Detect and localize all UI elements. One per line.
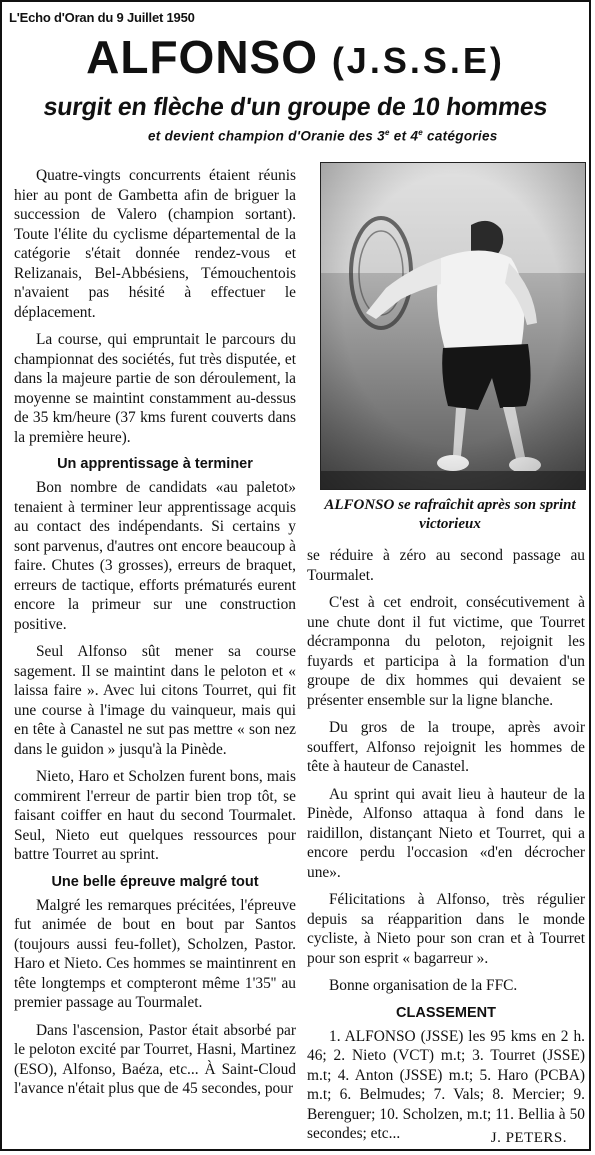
headline-name: ALFONSO [86, 31, 319, 83]
paragraph: Du gros de la troupe, après avoir souffert, Alfonso rejoignit les hommes de tête à hauteur de Canastel. [307, 719, 585, 775]
paragraph: Félicitations à Alfonso, très régulier depuis sa réapparition dans le monde cycliste, à Nieto pour son cran et à Tourret pour son esprit « bagarreur ». [307, 891, 585, 967]
deck-text-2: et 4 [389, 128, 419, 144]
paragraph: Bonne organisation de la FFC. [329, 977, 518, 994]
article-column-left [14, 166, 296, 1107]
paragraph: Dans l'ascension, Pastor était absorbé par le peloton excité par Tourret, Hasni, Martinez (ESO), Alfonso, Baéza, etc... À Saint-Cloud l'avance n'était plus que de 45 secondes, pour [14, 1021, 296, 1097]
cyclist-photo-image [321, 163, 585, 489]
paragraph: se réduire à zéro au second passage au Tourmalet. [307, 547, 585, 584]
results-list: 1. ALFONSO (JSSE) les 95 kms en 2 h. 46; 2. Nieto (VCT) m.t; 3. Tourret (JSSE) m.t; 4. Anton (JSSE) m.t; 5. Haro (PCBA) m.t; 6. Belmudes; 7. Vals; 8. Mercier; 9. Berenguer; 10. Scholzen, m.t; 11. Bellia à 50 secondes; etc... [307, 1027, 585, 1142]
headline [2, 32, 589, 86]
source-line: L'Echo d'Oran du 9 Juillet 1950 [9, 10, 195, 25]
section-heading: Une belle épreuve malgré tout [51, 873, 259, 890]
paragraph: Au sprint qui avait lieu à hauteur de la Pinède, Alfonso attaqua à fond dans le raidillon, distançant Nieto et Tourret, qui a encore perdu l'occasion «d'en décrocher une». [307, 785, 585, 881]
photo-caption: ALFONSO se rafraîchit après son sprint victorieux [324, 497, 576, 532]
article-column-right [307, 546, 585, 1152]
deck [148, 128, 498, 144]
cyclist-photo [320, 162, 586, 490]
paragraph: C'est à cet endroit, consécutivement à une chute dont il fut victime, que Tourret décramponna du peloton, rejoignit les fuyards et participa à la formation d'un groupe de dix hommes qui devaient se présenter ensemble sur la ligne blanche. [307, 594, 585, 709]
paragraph: Nieto, Haro et Scholzen furent bons, mais commirent l'erreur de partir bien trop tôt, se faisant coiffer en haut du second Tourmalet. Seul, Nieto eut quelques ressources pour battre Tourret au sprint. [14, 768, 296, 863]
paragraph: Bon nombre de candidats «au paletot» tenaient à terminer leur apprentissage acquis au contact des indépendants. Si certains y sont parvenus, d'autres ont encore beaucoup à faire. Chutes (3 grosses), erreurs de braquet, erreurs de tactique, efforts prématurés eurent encore la primeur sur une construction positive. [14, 479, 296, 633]
deck-sup-2: e [418, 128, 423, 137]
subheadline: surgit en flèche d'un groupe de 10 hommes [41, 93, 550, 121]
deck-text-3: catégories [423, 128, 498, 144]
deck-sup-1: e [384, 128, 390, 137]
paragraph: La course, qui empruntait le parcours du championnat des sociétés, fut très disputée, et dans la majeure partie de son déroulement, la moyenne se maintint constamment au-dessus de 35 km/heure (37 kms furent couverts dans la première heure). [14, 331, 296, 446]
author-signature: J. PETERS. [490, 1130, 567, 1146]
section-heading: Un apprentissage à terminer [57, 456, 253, 472]
section-heading: CLASSEMENT [396, 1004, 496, 1021]
paragraph: Quatre-vingts concurrents étaient réunis hier au pont de Gambetta afin de briguer la succession de Valero (champion sortant). Toute l'élite du cyclisme départemental de la catégorie s'était donnée rendez-vous et Relizanais, Bel-Abbésiens, Témouchentois n'avaient pas hésité à effectuer le déplacement. [14, 167, 296, 321]
paragraph: Malgré les remarques précitées, l'épreuve fut animée de bout en bout par Santos (toujours aussi feu-follet), Scholzen, Pastor. Haro et Nieto. Ces hommes se maintinrent en tête longtemps et compteront même 1'35'' au premier passage au Tourmalet. [14, 896, 296, 1011]
paragraph: Seul Alfonso sût mener sa course sagement. Il se maintint dans le peloton et « laissa faire ». Avec lui citons Tourret, qui fit une course à l'image du vainqueur, mais qui en tête à Canastel ne sut pas mettre « son nez dans le guidon » jusqu'à la Pinède. [14, 643, 296, 758]
deck-text-1: et devient champion d'Oranie des 3 [148, 128, 385, 144]
headline-club: (J.S.S.E) [331, 40, 505, 81]
